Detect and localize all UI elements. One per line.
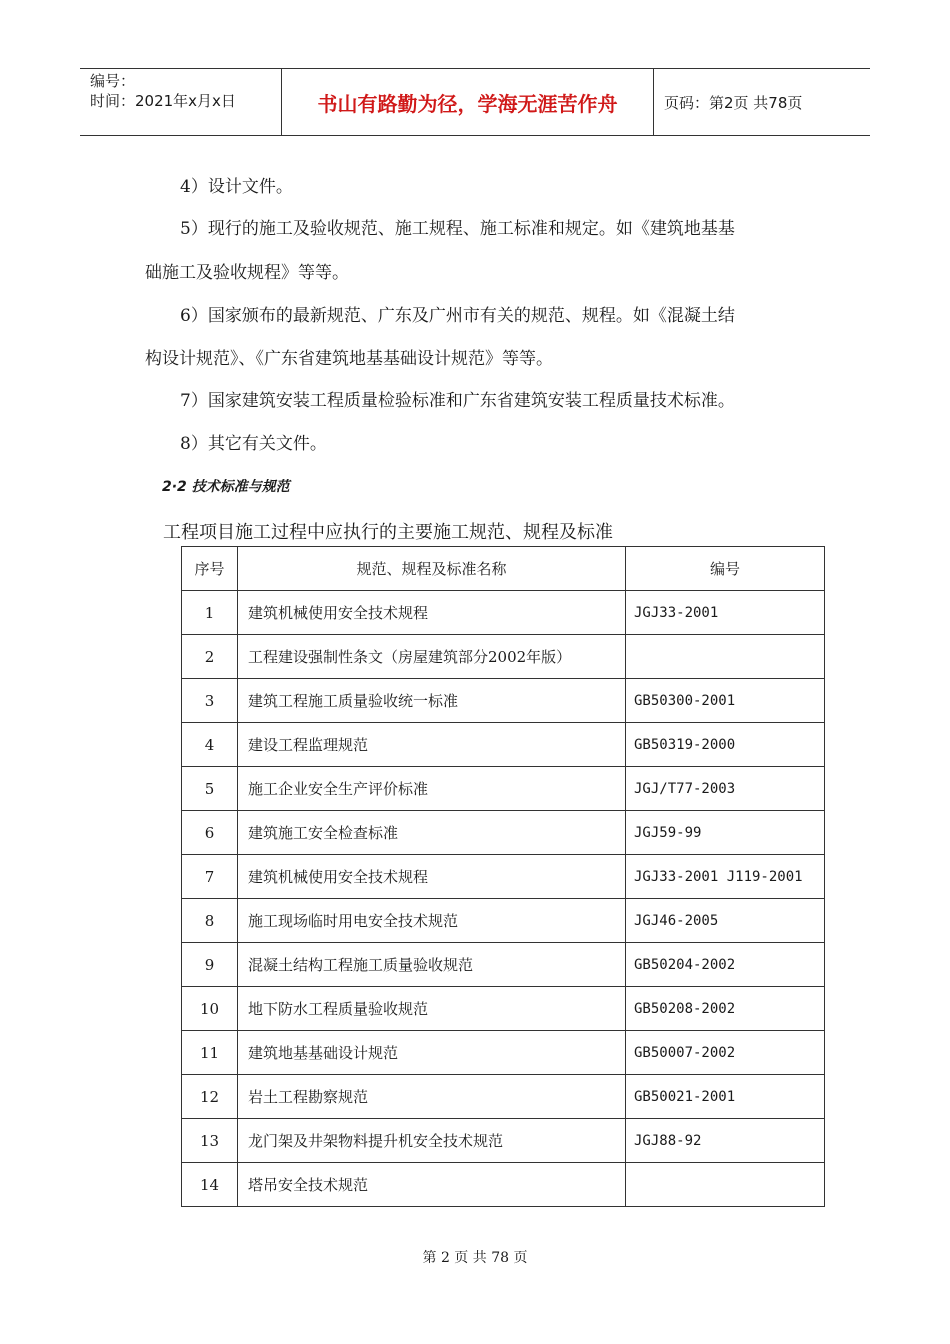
table-caption: 工程项目施工过程中应执行的主要施工规范、规程及标准: [163, 522, 613, 543]
standard-code-cell: JGJ46-2005: [626, 899, 825, 943]
standard-code-cell: GB50021-2001: [626, 1075, 825, 1119]
paragraph-item-5-cont: 础施工及验收规程》等等。: [145, 263, 349, 283]
table-body: [182, 591, 825, 1207]
standard-code-cell: GB50319-2000: [626, 723, 825, 767]
row-number-cell: 8: [182, 899, 238, 943]
table-row: [182, 811, 825, 855]
column-header-code: 编号: [626, 547, 825, 591]
row-number-cell: 10: [182, 987, 238, 1031]
row-number-cell: 7: [182, 855, 238, 899]
table-row: [182, 987, 825, 1031]
standard-name-cell: 建筑机械使用安全技术规程: [238, 855, 626, 899]
standard-code-cell: GB50204-2002: [626, 943, 825, 987]
row-number-cell: 11: [182, 1031, 238, 1075]
standard-code-cell: JGJ88-92: [626, 1119, 825, 1163]
header-meta: [80, 69, 282, 135]
table-row: [182, 943, 825, 987]
header-page-info: 页码：第2页 共78页: [664, 93, 803, 112]
standard-code-cell: JGJ59-99: [626, 811, 825, 855]
table-row: [182, 635, 825, 679]
standard-name-cell: 施工现场临时用电安全技术规范: [238, 899, 626, 943]
standard-name-cell: 混凝土结构工程施工质量验收规范: [238, 943, 626, 987]
page-header: [80, 68, 870, 136]
table-row: [182, 899, 825, 943]
table-row: [182, 1119, 825, 1163]
table-row: [182, 1031, 825, 1075]
row-number-cell: 1: [182, 591, 238, 635]
standard-code-cell: GB50300-2001: [626, 679, 825, 723]
standard-code-cell: [626, 1163, 825, 1207]
paragraph-item-6: 6）国家颁布的最新规范、广东及广州市有关的规范、规程。如《混凝土结: [180, 306, 735, 326]
page-footer: 第 2 页 共 78 页: [422, 1250, 528, 1266]
table-row: [182, 855, 825, 899]
row-number-cell: 12: [182, 1075, 238, 1119]
section-title: 2·2 技术标准与规范: [162, 479, 290, 495]
standard-code-cell: GB50208-2002: [626, 987, 825, 1031]
table-row: [182, 1075, 825, 1119]
standard-name-cell: 建设工程监理规范: [238, 723, 626, 767]
row-number-cell: 4: [182, 723, 238, 767]
standard-code-cell: JGJ33-2001: [626, 591, 825, 635]
column-header-number: 序号: [182, 547, 238, 591]
row-number-cell: 14: [182, 1163, 238, 1207]
standard-code-cell: GB50007-2002: [626, 1031, 825, 1075]
standard-name-cell: 岩土工程勘察规范: [238, 1075, 626, 1119]
column-header-name: 规范、规程及标准名称: [238, 547, 626, 591]
paragraph-item-4: 4）设计文件。: [180, 177, 293, 197]
standard-code-cell: JGJ/T77-2003: [626, 767, 825, 811]
standard-code-cell: JGJ33-2001 J119-2001: [626, 855, 825, 899]
row-number-cell: 9: [182, 943, 238, 987]
standard-name-cell: 工程建设强制性条文（房屋建筑部分2002年版）: [238, 635, 626, 679]
standards-table: [181, 546, 825, 1207]
standard-name-cell: 建筑地基基础设计规范: [238, 1031, 626, 1075]
document-date: 时间：2021年x月x日: [90, 92, 236, 110]
standard-name-cell: 建筑施工安全检查标准: [238, 811, 626, 855]
standard-name-cell: 建筑机械使用安全技术规程: [238, 591, 626, 635]
table-row: [182, 591, 825, 635]
table-row: [182, 1163, 825, 1207]
table-row: [182, 679, 825, 723]
paragraph-item-5: 5）现行的施工及验收规范、施工规程、施工标准和规定。如《建筑地基基: [180, 219, 735, 239]
standard-name-cell: 施工企业安全生产评价标准: [238, 767, 626, 811]
row-number-cell: 6: [182, 811, 238, 855]
table-row: [182, 723, 825, 767]
row-number-cell: 2: [182, 635, 238, 679]
header-motto: 书山有路勤为径，学海无涯苦作舟: [282, 69, 654, 135]
row-number-cell: 3: [182, 679, 238, 723]
row-number-cell: 13: [182, 1119, 238, 1163]
standard-name-cell: 塔吊安全技术规范: [238, 1163, 626, 1207]
standard-code-cell: [626, 635, 825, 679]
paragraph-item-8: 8）其它有关文件。: [180, 434, 327, 454]
standard-name-cell: 建筑工程施工质量验收统一标准: [238, 679, 626, 723]
document-number-label: 编号：: [90, 72, 136, 90]
standard-name-cell: 地下防水工程质量验收规范: [238, 987, 626, 1031]
standard-name-cell: 龙门架及井架物料提升机安全技术规范: [238, 1119, 626, 1163]
table-row: [182, 767, 825, 811]
row-number-cell: 5: [182, 767, 238, 811]
paragraph-item-6-cont: 构设计规范》、《广东省建筑地基基础设计规范》等等。: [145, 349, 553, 369]
table-header-row: [182, 547, 825, 591]
paragraph-item-7: 7）国家建筑安装工程质量检验标准和广东省建筑安装工程质量技术标准。: [180, 391, 735, 411]
